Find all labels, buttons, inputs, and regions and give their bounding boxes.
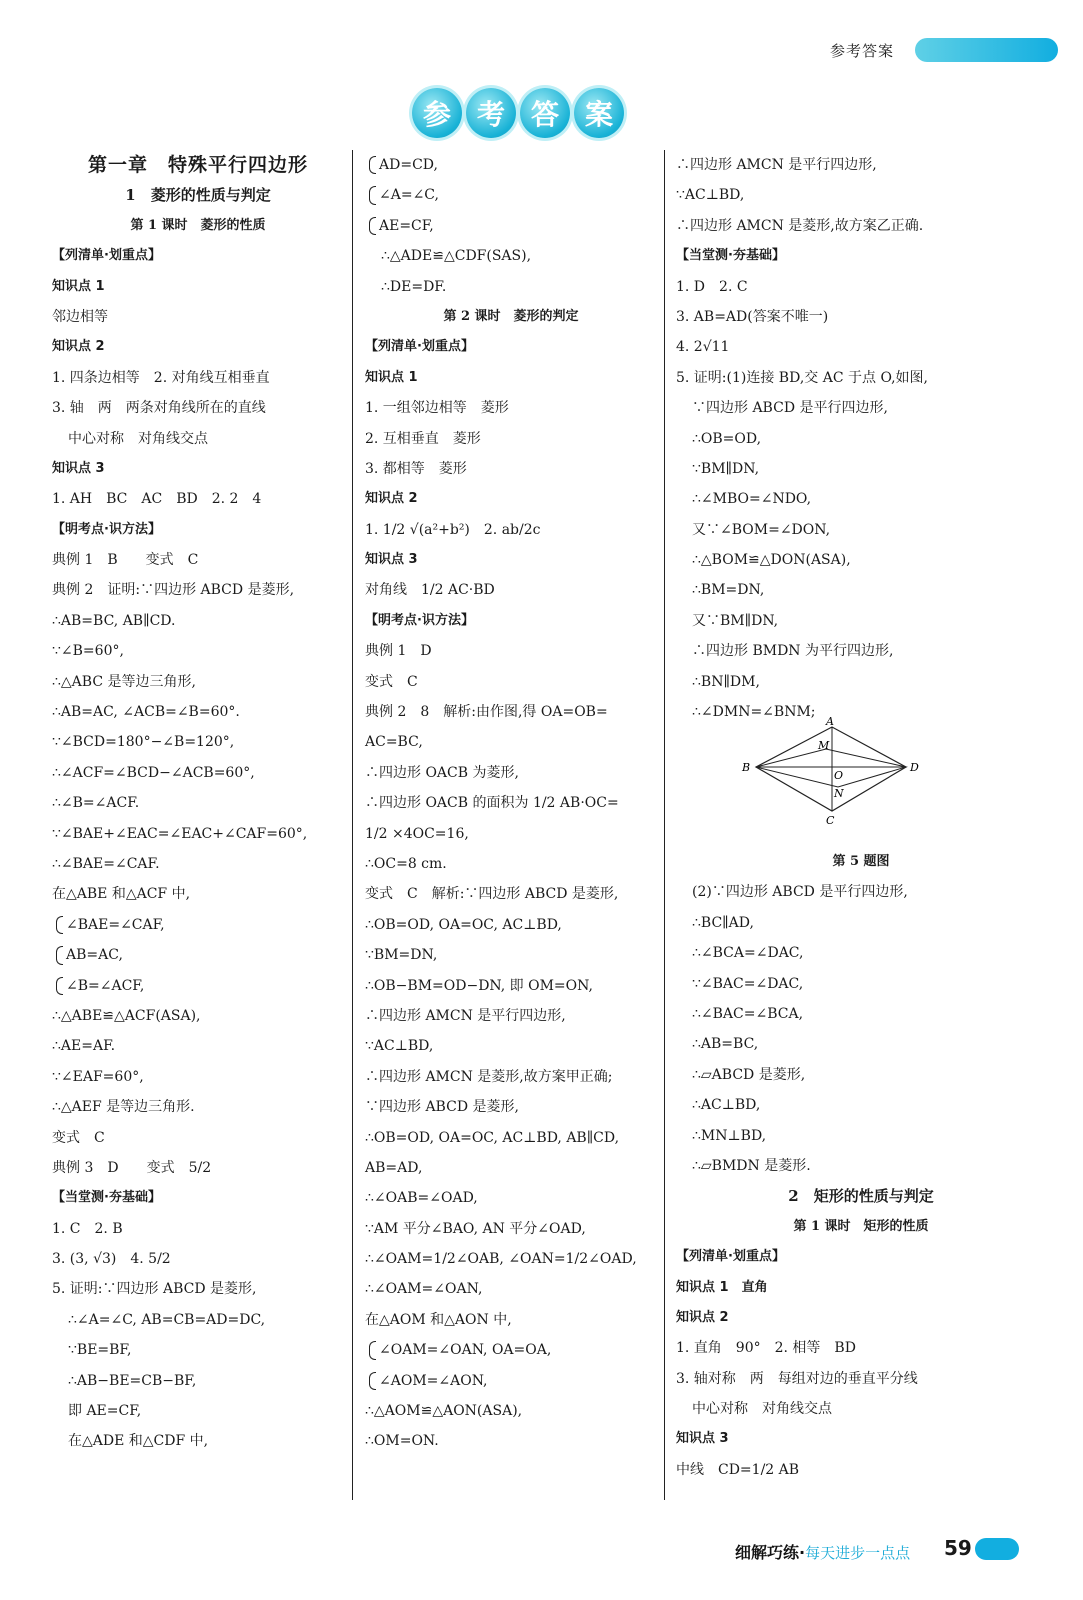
answer-line: ∴AB−BE=CB−BF, bbox=[68, 1372, 197, 1389]
section-heading: 【列清单·划重点】 bbox=[365, 339, 474, 355]
answer-line: 邻边相等 bbox=[52, 308, 108, 325]
section-heading: 知识点 2 bbox=[365, 491, 418, 507]
answer-line: ∴OM=ON. bbox=[365, 1433, 439, 1450]
section-heading: 知识点 3 bbox=[52, 460, 105, 476]
answer-line: 1. D 2. C bbox=[676, 278, 748, 295]
section-heading: 知识点 3 bbox=[676, 1431, 729, 1447]
title-char: 答 bbox=[520, 88, 570, 138]
section-heading: 【列清单·划重点】 bbox=[52, 248, 161, 264]
answer-line: ∴OB−BM=OD−DN, 即 OM=ON, bbox=[365, 977, 593, 994]
answer-line: 典例 2 证明:∵四边形 ABCD 是菱形, bbox=[52, 582, 295, 599]
heading: 第 1 课时 菱形的性质 bbox=[130, 217, 266, 233]
heading: 第一章 特殊平行四边形 bbox=[87, 154, 308, 176]
answer-line: ∴AB=AC, ∠ACB=∠B=60°. bbox=[52, 704, 240, 721]
answer-line: ∠AOM=∠AON, bbox=[365, 1366, 657, 1396]
answer-line: ∴四边形 AMCN 是平行四边形, bbox=[676, 157, 877, 173]
label-M: M bbox=[818, 739, 830, 753]
answer-line: 2. 互相垂直 菱形 bbox=[365, 430, 481, 447]
answer-line: ∴四边形 AMCN 是菱形,故方案甲正确; bbox=[365, 1068, 613, 1085]
answer-line: ∵BM=DN, bbox=[365, 947, 438, 964]
section-heading: 知识点 2 bbox=[52, 339, 105, 355]
answer-line: 在△ABE 和△ACF 中, bbox=[52, 886, 191, 903]
heading: 2 矩形的性质与判定 bbox=[788, 1187, 934, 1206]
answer-line: ∴∠OAM=∠OAN, bbox=[365, 1281, 483, 1298]
answer-column-2 bbox=[365, 150, 657, 1457]
answer-line: ∵四边形 ABCD 是平行四边形, bbox=[692, 400, 888, 417]
answer-line: 典例 1 D bbox=[365, 643, 432, 660]
answer-line: 中心对称 对角线交点 bbox=[692, 1401, 832, 1418]
column-divider bbox=[352, 150, 353, 1500]
answer-line: AB=AC, bbox=[52, 940, 344, 970]
heading: 1 菱形的性质与判定 bbox=[125, 186, 271, 205]
heading: 第 2 课时 菱形的判定 bbox=[443, 308, 579, 324]
answer-line: ∴MN⊥BD, bbox=[692, 1127, 767, 1144]
answer-line: 又∵∠BOM=∠DON, bbox=[692, 521, 831, 538]
footer bbox=[735, 1540, 910, 1563]
figure-caption: 第 5 题图 bbox=[832, 854, 890, 870]
answer-line: ∴OB=OD, bbox=[692, 430, 762, 447]
answer-line: ∴△AEF 是等边三角形. bbox=[52, 1099, 195, 1116]
page-title bbox=[412, 88, 624, 138]
answer-line: ∠A=∠C, bbox=[365, 180, 657, 210]
answer-line: 中心对称 对角线交点 bbox=[68, 430, 208, 447]
answer-line: ∴DE=DF. bbox=[381, 278, 447, 295]
answer-line: ∠B=∠ACF, bbox=[52, 971, 344, 1001]
answer-line: 1/2 ×4OC=16, bbox=[365, 825, 469, 842]
footer-brand: 细解巧练· bbox=[735, 1543, 806, 1562]
answer-line: ∵AC⊥BD, bbox=[676, 187, 745, 204]
page-number-badge bbox=[975, 1538, 1019, 1560]
answer-line: ∴OB=OD, OA=OC, AC⊥BD, bbox=[365, 916, 562, 933]
answer-line: ∵BM∥DN, bbox=[692, 460, 760, 477]
label-D: D bbox=[910, 761, 919, 775]
answer-line: ∴△ABE≌△ACF(ASA), bbox=[52, 1007, 201, 1024]
answer-line: ∴OB=OD, OA=OC, AC⊥BD, AB∥CD, bbox=[365, 1129, 620, 1146]
section-heading: 【明考点·识方法】 bbox=[52, 521, 161, 537]
answer-line: AC=BC, bbox=[365, 734, 423, 751]
answer-line: 3. 都相等 菱形 bbox=[365, 460, 467, 477]
title-char: 参 bbox=[412, 88, 462, 138]
answer-line: ∴∠B=∠ACF. bbox=[52, 795, 140, 812]
answer-line: 4. 2√11 bbox=[676, 339, 730, 356]
answer-line: 3. 轴对称 两 每组对边的垂直平分线 bbox=[676, 1370, 918, 1387]
title-char: 案 bbox=[574, 88, 624, 138]
answer-line: (2)∵四边形 ABCD 是平行四边形, bbox=[692, 884, 908, 901]
answer-line: ∴BN∥DM, bbox=[692, 673, 760, 690]
section-heading: 知识点 1 bbox=[365, 369, 418, 385]
answer-line: 3. (3, √3) 4. 5/2 bbox=[52, 1251, 171, 1268]
answer-line: ∴△ADE≌△CDF(SAS), bbox=[381, 248, 532, 265]
answer-line: 5. 证明:(1)连接 BD,交 AC 于点 O,如图, bbox=[676, 369, 928, 386]
answer-line: 在△ADE 和△CDF 中, bbox=[68, 1433, 209, 1450]
answer-line: 变式 C bbox=[52, 1129, 105, 1146]
answer-line: AE=CF, bbox=[365, 211, 657, 241]
answer-line: 3. 轴 两 两条对角线所在的直线 bbox=[52, 400, 266, 417]
answer-line: 1. C 2. B bbox=[52, 1220, 123, 1237]
answer-column-3 bbox=[676, 150, 1046, 1485]
label-C: C bbox=[826, 814, 835, 828]
answer-line: 1. 四条边相等 2. 对角线互相垂直 bbox=[52, 369, 270, 386]
answer-line: ∴AB=BC, AB∥CD. bbox=[52, 612, 176, 629]
answer-line: ∴BM=DN, bbox=[692, 582, 765, 599]
label-N: N bbox=[834, 787, 844, 801]
answer-line: 3. AB=AD(答案不唯一) bbox=[676, 308, 829, 325]
answer-line: ∴∠BAE=∠CAF. bbox=[52, 855, 160, 872]
answer-line: 对角线 1/2 AC·BD bbox=[365, 582, 495, 599]
title-char: 考 bbox=[466, 88, 516, 138]
answer-line: ∴△ABC 是等边三角形, bbox=[52, 673, 196, 690]
answer-line: 1. 一组邻边相等 菱形 bbox=[365, 400, 509, 417]
answer-line: ∠OAM=∠OAN, OA=OA, bbox=[365, 1335, 657, 1365]
figure-5 bbox=[676, 715, 1046, 847]
answer-line: ∴AB=BC, bbox=[692, 1036, 759, 1053]
answer-line: ∴AC⊥BD, bbox=[692, 1097, 761, 1114]
answer-line: ∴∠DMN=∠BNM; bbox=[692, 704, 816, 721]
page-number: 59 bbox=[944, 1536, 972, 1560]
answer-line: 变式 C 解析:∵四边形 ABCD 是菱形, bbox=[365, 886, 619, 903]
rhombus-diagram bbox=[676, 715, 1046, 847]
answer-line: ∴∠BAC=∠BCA, bbox=[692, 1005, 804, 1022]
answer-line: AB=AD, bbox=[365, 1159, 423, 1176]
answer-line: ∵∠BCD=180°−∠B=120°, bbox=[52, 734, 235, 751]
section-heading: 知识点 1 直角 bbox=[676, 1279, 768, 1295]
footer-slogan: 每天进步一点点 bbox=[805, 1544, 911, 1562]
answer-column-1 bbox=[52, 150, 344, 1457]
column-divider bbox=[664, 150, 665, 1500]
section-heading: 【当堂测·夯基础】 bbox=[52, 1190, 161, 1206]
answer-line: ∵AC⊥BD, bbox=[365, 1038, 434, 1055]
answer-line: ∠BAE=∠CAF, bbox=[52, 910, 344, 940]
label-B: B bbox=[742, 761, 751, 775]
section-heading: 【当堂测·夯基础】 bbox=[676, 248, 785, 264]
section-heading: 知识点 1 bbox=[52, 278, 105, 294]
answer-line: 典例 2 8 解析:由作图,得 OA=OB= bbox=[365, 704, 608, 721]
answer-line: 5. 证明:∵四边形 ABCD 是菱形, bbox=[52, 1281, 257, 1298]
answer-line: 1. 1/2 √(a²+b²) 2. ab/2c bbox=[365, 521, 541, 538]
answer-line: ∵∠BAC=∠DAC, bbox=[692, 975, 804, 992]
answer-line: ∵AM 平分∠BAO, AN 平分∠OAD, bbox=[365, 1220, 586, 1237]
answer-line: 又∵BM∥DN, bbox=[692, 612, 779, 629]
section-heading: 【明考点·识方法】 bbox=[365, 612, 474, 628]
answer-line: ∴∠A=∠C, AB=CB=AD=DC, bbox=[68, 1311, 266, 1328]
answer-line: ∴▱BMDN 是菱形. bbox=[692, 1157, 811, 1174]
answer-line: 1. AH BC AC BD 2. 2 4 bbox=[52, 491, 262, 508]
answer-line: 典例 3 D 变式 5/2 bbox=[52, 1159, 212, 1176]
header-accent-bar bbox=[915, 38, 1058, 62]
answer-line: AD=CD, bbox=[365, 150, 657, 180]
answer-line: ∴OC=8 cm. bbox=[365, 855, 447, 872]
answer-line: 变式 C bbox=[365, 673, 418, 690]
answer-line: ∵∠EAF=60°, bbox=[52, 1068, 144, 1085]
answer-line: ∴四边形 BMDN 为平行四边形, bbox=[692, 643, 894, 660]
answer-line: ∵∠BAE+∠EAC=∠EAC+∠CAF=60°, bbox=[52, 825, 308, 842]
answer-line: ∴∠BCA=∠DAC, bbox=[692, 945, 804, 962]
section-heading: 知识点 3 bbox=[365, 552, 418, 568]
answer-line: ∴四边形 OACB 的面积为 1/2 AB·OC= bbox=[365, 795, 619, 812]
answer-line: ∴∠ACF=∠BCD−∠ACB=60°, bbox=[52, 764, 255, 781]
answer-line: ∵BE=BF, bbox=[68, 1342, 132, 1359]
answer-line: 即 AE=CF, bbox=[68, 1403, 142, 1420]
answer-line: ∵四边形 ABCD 是菱形, bbox=[365, 1099, 519, 1116]
answer-line: ∴四边形 AMCN 是平行四边形, bbox=[365, 1007, 566, 1024]
label-O: O bbox=[834, 769, 844, 783]
answer-line: ∴∠OAM=1/2∠OAB, ∠OAN=1/2∠OAD, bbox=[365, 1251, 637, 1268]
answer-line: ∴AE=AF. bbox=[52, 1038, 116, 1055]
header-label: 参考答案 bbox=[830, 42, 895, 60]
answer-line: 在△AOM 和△AON 中, bbox=[365, 1311, 512, 1328]
answer-line: 1. 直角 90° 2. 相等 BD bbox=[676, 1340, 856, 1357]
answer-line: ∴∠MBO=∠NDO, bbox=[692, 491, 812, 508]
answer-line: 典例 1 B 变式 C bbox=[52, 552, 199, 569]
heading: 第 1 课时 矩形的性质 bbox=[793, 1218, 929, 1234]
answer-line: ∴四边形 OACB 为菱形, bbox=[365, 764, 519, 781]
answer-line: ∴△AOM≌△AON(ASA), bbox=[365, 1403, 523, 1420]
answer-line: ∴▱ABCD 是菱形, bbox=[692, 1066, 806, 1083]
answer-line: 中线 CD=1/2 AB bbox=[676, 1461, 800, 1478]
answer-line: ∴四边形 AMCN 是菱形,故方案乙正确. bbox=[676, 217, 924, 234]
answer-line: ∴∠OAB=∠OAD, bbox=[365, 1190, 478, 1207]
label-A: A bbox=[826, 715, 834, 729]
section-heading: 【列清单·划重点】 bbox=[676, 1249, 785, 1265]
answer-line: ∴△BOM≌△DON(ASA), bbox=[692, 552, 851, 569]
section-heading: 知识点 2 bbox=[676, 1309, 729, 1325]
answer-line: ∴BC∥AD, bbox=[692, 914, 754, 931]
answer-line: ∵∠B=60°, bbox=[52, 643, 124, 660]
